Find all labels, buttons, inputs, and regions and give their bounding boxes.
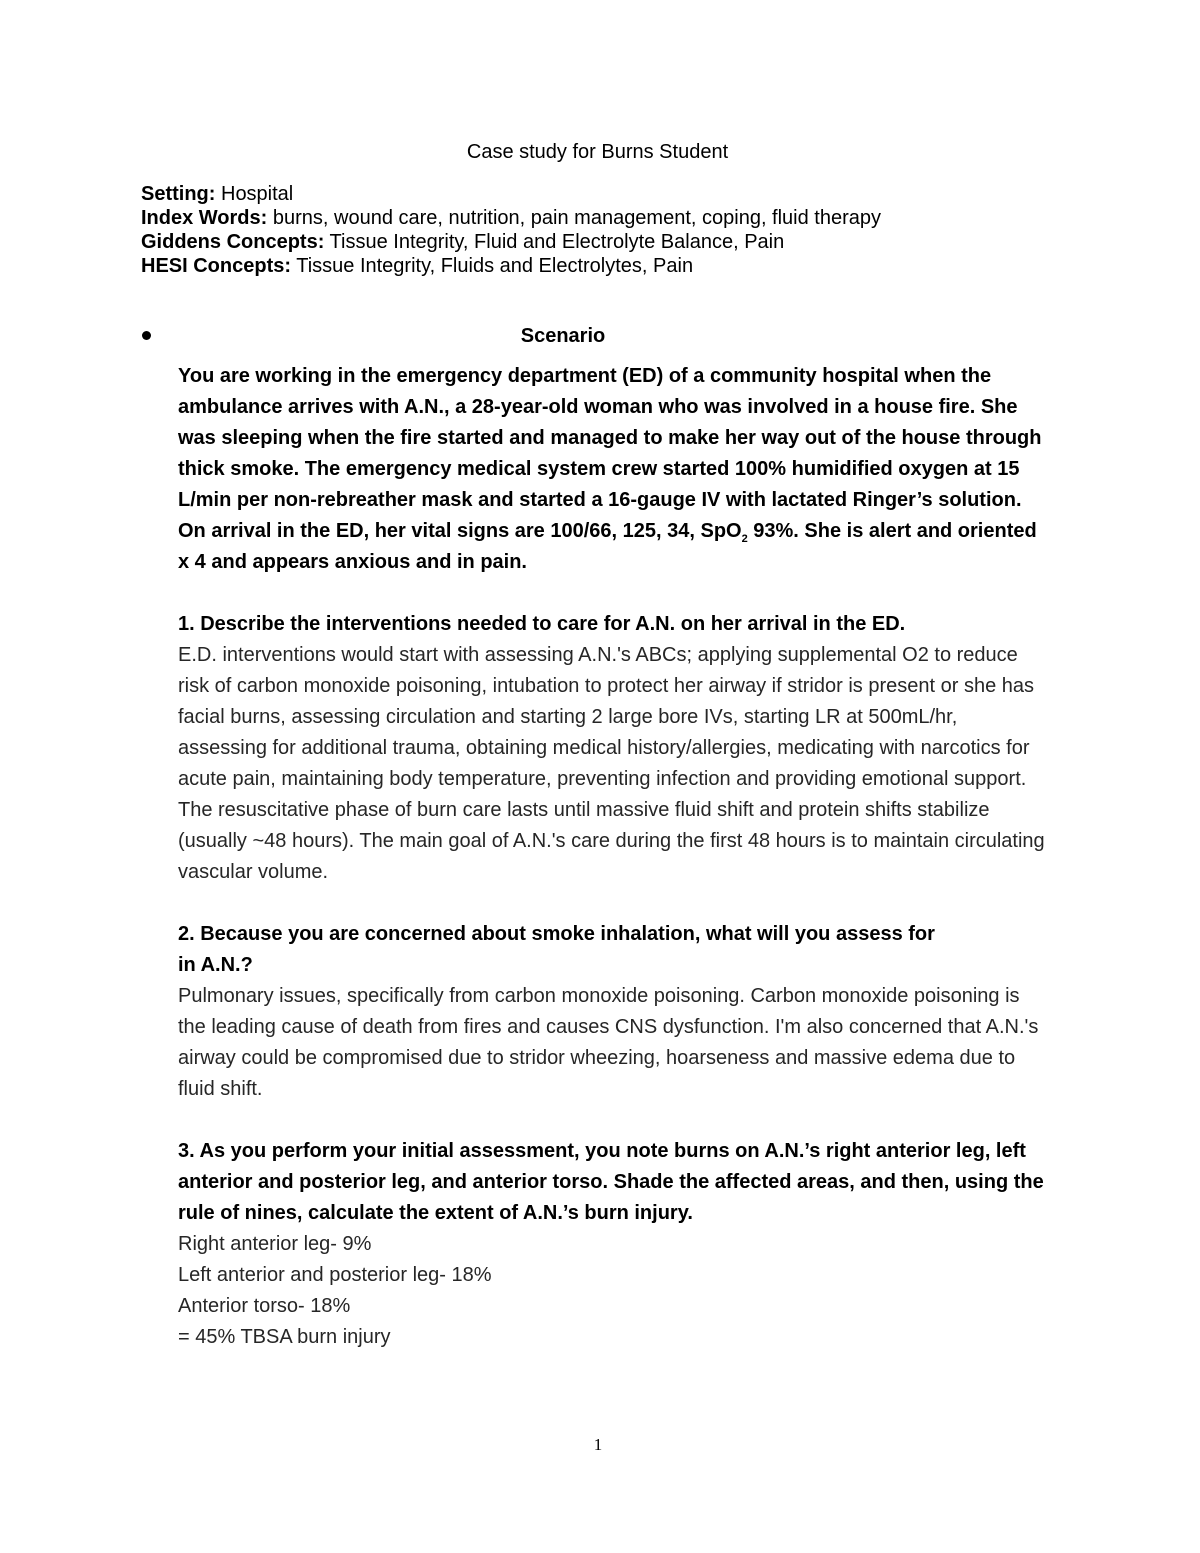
hesi-concepts-line — [141, 254, 1041, 278]
scenario-heading: Scenario — [520, 325, 606, 347]
page-title: Case study for Burns Student — [466, 141, 729, 163]
index-words-label: Index Words: — [141, 207, 268, 229]
setting-line — [141, 182, 1041, 206]
answer-1: E.D. interventions would start with assessing A.N.'s ABCs; applying supplemental O2 to reduce risk of carbon monoxide poisoning, intubation to protect her airway if stridor is present or she has facial burns, assessing circulation and starting 2 large bore IVs, starting LR at 500mL/hr, assessing for additional trauma, obtaining medical history/allergies, medicating with narcotics for acute pain, maintaining body temperature, preventing infection and providing emotional support. The resuscitative phase of burn care lasts until massive fluid shift and protein shifts stabilize (usually ~48 hours). The main goal of A.N.'s care during the first 48 hours is to maintain circulating vascular volume. — [178, 644, 1045, 883]
question-1: 1. Describe the interventions needed to care for A.N. on her arrival in the ED. — [178, 613, 906, 635]
question-3-block — [178, 1136, 1048, 1353]
question-2-line-2: in A.N.? — [178, 954, 253, 976]
question-2-block — [178, 919, 1048, 1105]
question-2-line-1: 2. Because you are concerned about smoke inhalation, what will you assess for — [178, 923, 935, 945]
setting-value: Hospital — [215, 183, 294, 205]
answer-2: Pulmonary issues, specifically from carbon monoxide poisoning. Carbon monoxide poisoning is the leading cause of death from fires and causes CNS dysfunction. I'm also concerned that A.N.'s airway could be compromised due to stridor wheezing, hoarseness and massive edema due to fluid shift. — [178, 985, 1039, 1100]
giddens-concepts-label: Giddens Concepts: — [141, 231, 325, 253]
hesi-concepts-label: HESI Concepts: — [141, 255, 292, 277]
question-3: 3. As you perform your initial assessment, you note burns on A.N.’s right anterior leg, left anterior and posterior leg, and anterior torso. Shade the affected areas, and then, using the rule of nines, calculate the extent of A.N.’s burn injury. — [178, 1140, 1044, 1224]
answer-3-line-4: = 45% TBSA burn injury — [178, 1326, 391, 1348]
scenario-subscript: 2 — [741, 533, 748, 545]
index-words-line — [141, 206, 1041, 230]
answer-3-line-2: Left anterior and posterior leg- 18% — [178, 1264, 492, 1286]
answer-3-line-3: Anterior torso- 18% — [178, 1295, 351, 1317]
bullet-icon — [142, 331, 151, 340]
scenario-text-end: 93%. She is alert and oriented x 4 and appears anxious and in pain. — [178, 520, 1037, 573]
document-body — [178, 361, 1048, 1384]
metadata-block — [141, 182, 1041, 278]
answer-3-line-1: Right anterior leg- 9% — [178, 1233, 372, 1255]
setting-label: Setting: — [141, 183, 216, 205]
scenario-text-main: You are working in the emergency department (ED) of a community hospital when the ambulance arrives with A.N., a 28-year-old woman who was involved in a house fire. She was sleeping when the fire started and managed to make her way out of the house through thick smoke. The emergency medical system crew started 100% humidified oxygen at 15 L/min per non-rebreather mask and started a 16-gauge IV with lactated Ringer’s solution. On arrival in the ED, her vital signs are 100/66, 125, 34, SpO — [178, 365, 1042, 542]
hesi-concepts-value: Tissue Integrity, Fluids and Electrolytes, Pain — [291, 255, 694, 277]
scenario-text — [178, 361, 1048, 578]
index-words-value: burns, wound care, nutrition, pain management, coping, fluid therapy — [267, 207, 882, 229]
giddens-concepts-line — [141, 230, 1041, 254]
giddens-concepts-value: Tissue Integrity, Fluid and Electrolyte Balance, Pain — [324, 231, 785, 253]
page-number: 1 — [593, 1435, 603, 1454]
question-1-block — [178, 609, 1048, 888]
